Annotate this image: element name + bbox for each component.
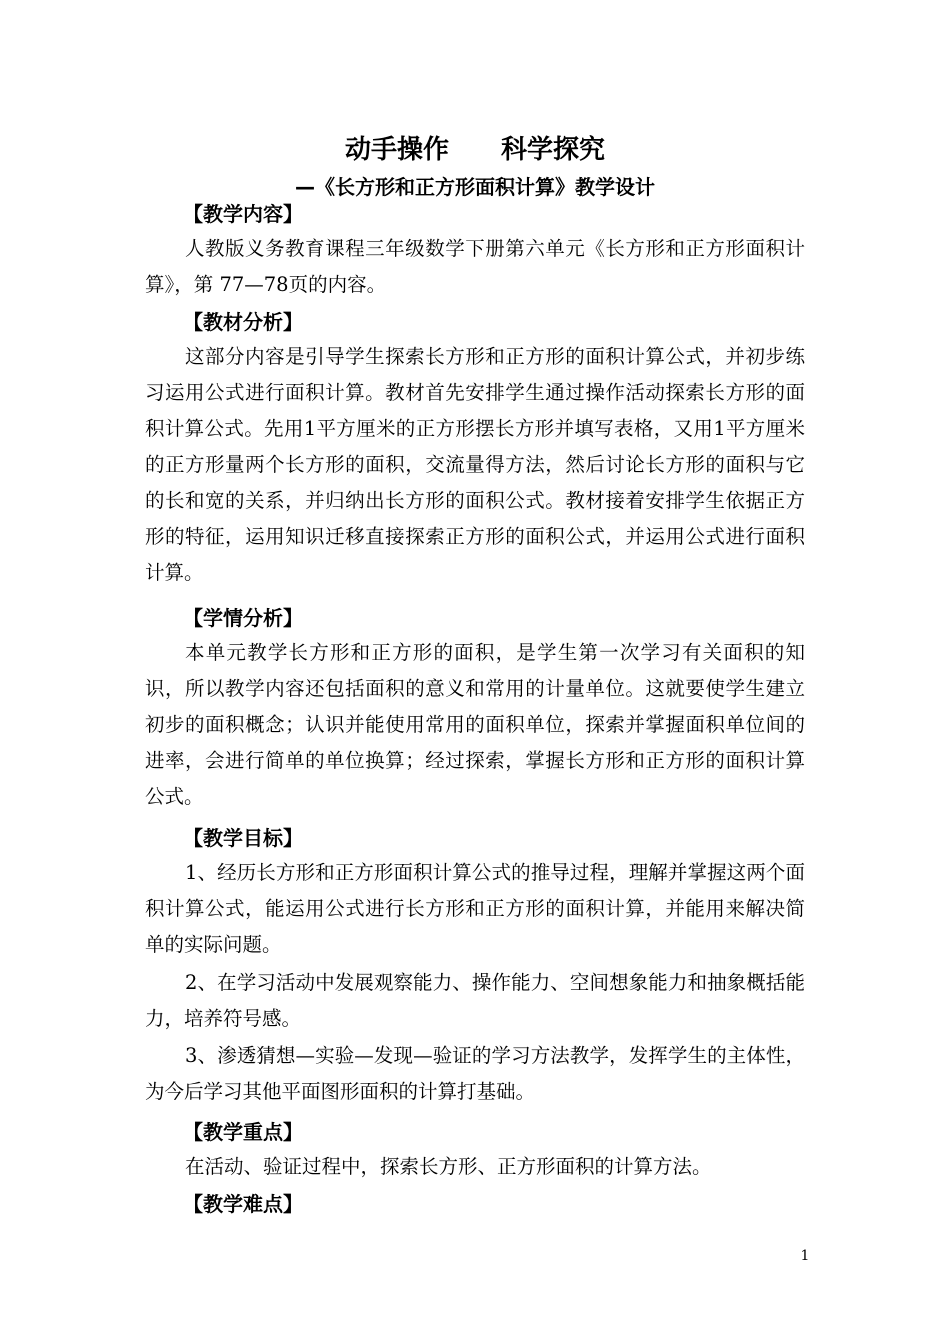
- paragraph-content: 人教版义务教育课程三年级数学下册第六单元《长方形和正方形面积计算》，第 77—78页的内容。: [145, 237, 805, 296]
- paragraph-objective-3: 3、渗透猜想—实验—发现—验证的学习方法教学，发挥学生的主体性，为今后学习其他平面图形面积的计算打基础。: [145, 1044, 805, 1103]
- paragraph-key-points: 在活动、验证过程中，探索长方形、正方形面积的计算方法。: [185, 1155, 712, 1178]
- section-heading-difficulties: 【教学难点】: [183, 1192, 303, 1216]
- section-heading-objectives: 【教学目标】: [183, 826, 303, 850]
- document-title: 动手操作 科学探究: [344, 135, 605, 165]
- section-heading-textbook-analysis: 【教材分析】: [183, 310, 303, 334]
- paragraph-objective-1: 1、经历长方形和正方形面积计算公式的推导过程，理解并掌握这两个面积计算公式，能运用公式进行长方形和正方形的面积计算，并能用来解决简单的实际问题。: [145, 861, 805, 956]
- section-heading-key-points: 【教学重点】: [183, 1120, 303, 1144]
- paragraph-textbook-analysis: 这部分内容是引导学生探索长方形和正方形的面积计算公式，并初步练习运用公式进行面积计算。教材首先安排学生通过操作活动探索长方形的面积计算公式。先用1平方厘米的正方形摆长方形并填写表格，又用1平方厘米的正方形量两个长方形的面积，交流量得方法，然后讨论长方形的面积与它的长和宽的关系，并归纳出长方形的面积公式。教材接着安排学生依据正方形的特征，运用知识迁移直接探索正方形的面积公式，并运用公式进行面积计算。: [145, 345, 805, 584]
- paragraph-objective-2: 2、在学习活动中发展观察能力、操作能力、空间想象能力和抽象概括能力，培养符号感。: [145, 971, 805, 1030]
- document-subtitle: —《长方形和正方形面积计算》教学设计: [295, 175, 655, 199]
- page-number: 1: [800, 1248, 810, 1264]
- paragraph-student-analysis: 本单元教学长方形和正方形的面积，是学生第一次学习有关面积的知识，所以教学内容还包括面积的意义和常用的计量单位。这就要使学生建立初步的面积概念；认识并能使用常用的面积单位，探索并掌握面积单位间的进率，会进行简单的单位换算；经过探索，掌握长方形和正方形的面积计算公式。: [145, 641, 805, 808]
- section-heading-student-analysis: 【学情分析】: [183, 606, 303, 630]
- section-heading-content: 【教学内容】: [183, 202, 303, 226]
